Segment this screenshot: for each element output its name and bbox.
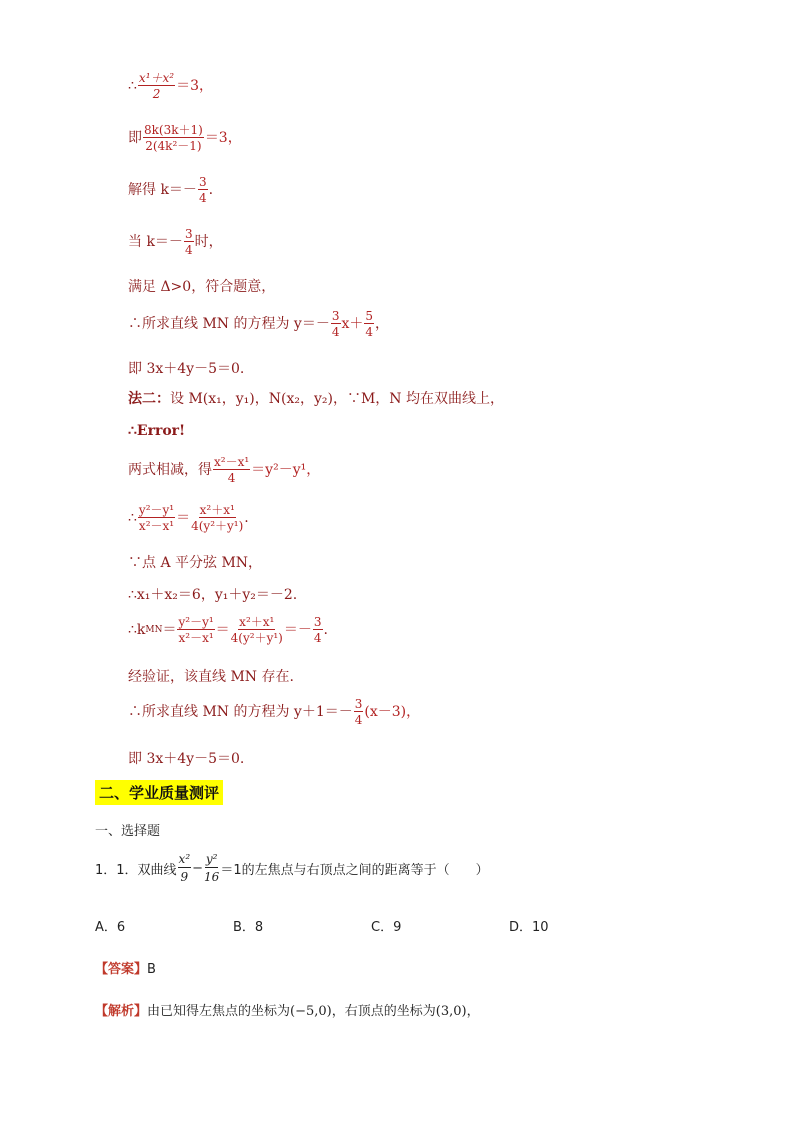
numerator: x²＋x¹ [199, 503, 235, 517]
solution-line-12 [128, 556, 262, 570]
numerator: x¹＋x² [138, 71, 175, 85]
fraction [364, 310, 374, 338]
fraction-x2-over-9 [178, 852, 192, 884]
minus-sign: − [192, 860, 204, 876]
text: ∴k [128, 622, 146, 638]
error-text: ∴Error! [128, 423, 186, 439]
numerator: y² [205, 852, 218, 866]
fraction [177, 616, 214, 644]
solution-line-9 [128, 424, 185, 438]
denominator: 2(4k²－1) [145, 139, 202, 153]
denominator: 4 [227, 471, 236, 485]
solution-line-3 [128, 176, 213, 204]
text: 满足 Δ>0，符合题意， [128, 279, 276, 295]
numerator: 3 [313, 615, 322, 629]
numerator: 3 [198, 175, 207, 189]
text: . [323, 622, 328, 638]
text: 即 3x＋4y－5＝0. [128, 751, 245, 767]
text: ＝－ [283, 622, 312, 638]
option-a[interactable]: A．6 [95, 920, 126, 935]
text: ， [375, 316, 390, 332]
option-b[interactable]: B．8 [233, 920, 264, 935]
numerator: x²－x¹ [214, 455, 250, 469]
denominator: 4(y²＋y¹) [191, 519, 244, 533]
denominator: 9 [180, 870, 189, 884]
denominator: 4 [331, 325, 340, 339]
denominator: 4 [313, 631, 322, 645]
text: ∴所求直线 MN 的方程为 y＝－ [128, 316, 330, 332]
option-c[interactable]: C．9 [371, 920, 402, 935]
text: ＝ [162, 622, 177, 638]
denominator: 4 [184, 243, 193, 257]
denominator: 2 [152, 87, 161, 101]
numerator: x² [178, 852, 191, 866]
solution-line-7 [128, 362, 244, 376]
solution-line-14 [128, 616, 328, 644]
text: ＝3， [204, 130, 242, 146]
text: ∴所求直线 MN 的方程为 y＋1＝－ [128, 704, 353, 720]
fraction [331, 310, 341, 338]
solution-line-11 [128, 504, 249, 532]
text: ∴ [128, 510, 137, 526]
text: ∴ [128, 78, 137, 94]
text: 即 3x＋4y－5＝0. [128, 361, 245, 377]
numerator: 8k(3k＋1) [144, 123, 203, 137]
section-heading: 二、学业质量测评 [95, 780, 223, 805]
text: ＝y²－y¹， [251, 462, 321, 478]
subscript: MN [145, 624, 163, 635]
numerator: y²－y¹ [138, 503, 175, 517]
text: 时， [194, 234, 223, 250]
answer-tag: 【答案】 [95, 962, 148, 977]
fraction [143, 124, 204, 152]
denominator: 4 [198, 191, 207, 205]
text: 两式相减，得 [128, 462, 212, 478]
solution-line-8 [128, 392, 504, 406]
analysis-line [95, 1000, 480, 1019]
left-focus-coord: (−5,0) [290, 1004, 332, 1019]
solution-line-2 [128, 124, 242, 152]
numerator: 3 [184, 227, 193, 241]
solution-line-13 [128, 588, 297, 602]
denominator: 16 [204, 870, 220, 884]
fraction [213, 456, 250, 484]
text: 经验证，该直线 MN 存在. [128, 669, 294, 685]
option-d[interactable]: D．10 [509, 920, 549, 935]
fraction [138, 72, 175, 100]
numerator: y²－y¹ [178, 615, 214, 629]
solution-line-10 [128, 456, 320, 484]
answer-line [95, 958, 156, 977]
solution-line-6 [128, 310, 389, 338]
analysis-tag: 【解析】 [95, 1004, 148, 1019]
text: . [244, 510, 249, 526]
text: ∵点 A 平分弦 MN， [128, 555, 263, 571]
solution-line-1 [128, 72, 213, 100]
numerator: x²＋x¹ [239, 615, 275, 629]
question-suffix: ＝1的左焦点与右顶点之间的距离等于（ ） [220, 862, 489, 878]
numerator: 3 [354, 697, 363, 711]
text: (x－3)， [364, 704, 421, 720]
fraction [313, 616, 323, 644]
method-label: 法二： [128, 391, 170, 407]
numerator: 5 [365, 309, 374, 323]
numerator: 3 [331, 309, 340, 323]
text: ＝ [176, 510, 191, 526]
fraction [354, 698, 364, 726]
question-prefix: 1．1．双曲线 [95, 862, 177, 878]
question-1 [95, 852, 489, 884]
fraction [138, 504, 175, 532]
text: . [208, 182, 214, 198]
fraction [191, 504, 243, 532]
text: x＋ [341, 316, 364, 332]
analysis-text-3: ， [466, 1004, 480, 1019]
fraction [198, 176, 208, 204]
solution-line-16 [128, 698, 420, 726]
denominator: 4 [354, 713, 363, 727]
fraction [231, 616, 283, 644]
text: 解得 k＝－ [128, 182, 197, 198]
subsection-title: 一、选择题 [95, 824, 161, 839]
denominator: 4 [365, 325, 374, 339]
denominator: 4(y²＋y¹) [230, 631, 283, 645]
text: ＝3， [176, 78, 214, 94]
denominator: x²－x¹ [178, 631, 214, 645]
text: ＝ [215, 622, 230, 638]
analysis-text-1: 由已知得左焦点的坐标为 [147, 1004, 291, 1019]
solution-line-17 [128, 752, 244, 766]
solution-line-15 [128, 670, 294, 684]
fraction [184, 228, 194, 256]
right-vertex-coord: (3,0) [435, 1004, 467, 1019]
solution-line-4 [128, 228, 223, 256]
analysis-text-2: ，右顶点的坐标为 [331, 1004, 436, 1019]
text: 设 M(x₁，y₁)，N(x₂，y₂)，∵M，N 均在双曲线上， [170, 391, 504, 407]
fraction-y2-over-16 [204, 852, 219, 884]
solution-line-5 [128, 280, 275, 294]
denominator: x²－x¹ [138, 519, 175, 533]
text: 即 [128, 130, 142, 146]
text: 当 k＝－ [128, 234, 183, 250]
text: ∴x₁＋x₂＝6，y₁＋y₂＝－2. [128, 587, 298, 603]
answer-value: B [147, 962, 156, 977]
